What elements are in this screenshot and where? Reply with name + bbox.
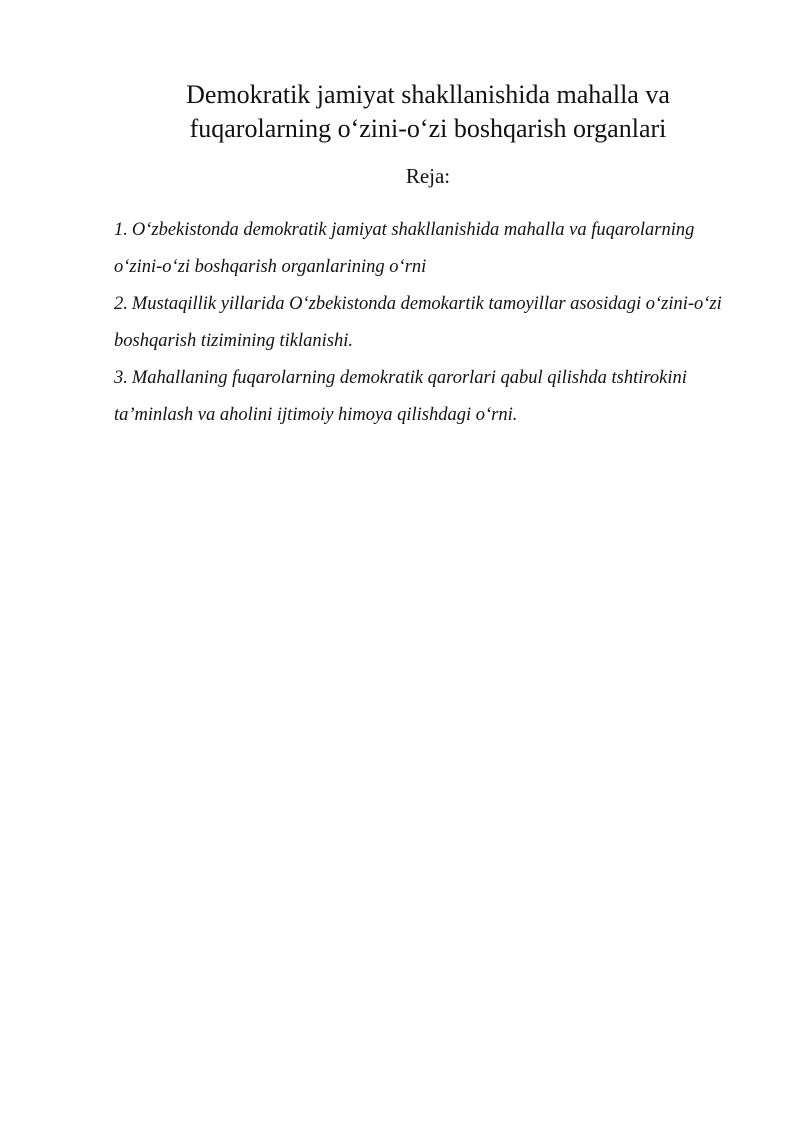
title-line-2: fuqarolarning o‘zini-o‘zi boshqarish organlari bbox=[189, 114, 667, 143]
plan-item bbox=[114, 212, 734, 286]
plan-item-text: Mahallaning fuqarolarning demokratik qarorlari qabul qilishda tshtirokini ta’minlash va aholini ijtimoiy himoya qilishdagi o‘rni. bbox=[114, 368, 687, 425]
document-title bbox=[114, 78, 742, 146]
plan-item-number: 2. bbox=[114, 294, 128, 314]
plan-item-text: Mustaqillik yillarida O‘zbekistonda demokartik tamoyillar asosidagi o‘zini-o‘zi boshqarish tizimining tiklanishi. bbox=[114, 294, 722, 351]
title-line-1: Demokratik jamiyat shakllanishida mahalla va bbox=[186, 80, 670, 109]
plan-item-number: 1. bbox=[114, 220, 128, 240]
plan-item-number: 3. bbox=[114, 368, 128, 388]
plan-heading: Reja: bbox=[405, 164, 451, 188]
plan-item bbox=[114, 286, 734, 360]
plan-item-text: O‘zbekistonda demokratik jamiyat shakllanishida mahalla va fuqarolarning o‘zini-o‘zi boshqarish organlarining o‘rni bbox=[114, 220, 695, 277]
plan-item bbox=[114, 360, 734, 434]
plan-list bbox=[114, 212, 734, 434]
